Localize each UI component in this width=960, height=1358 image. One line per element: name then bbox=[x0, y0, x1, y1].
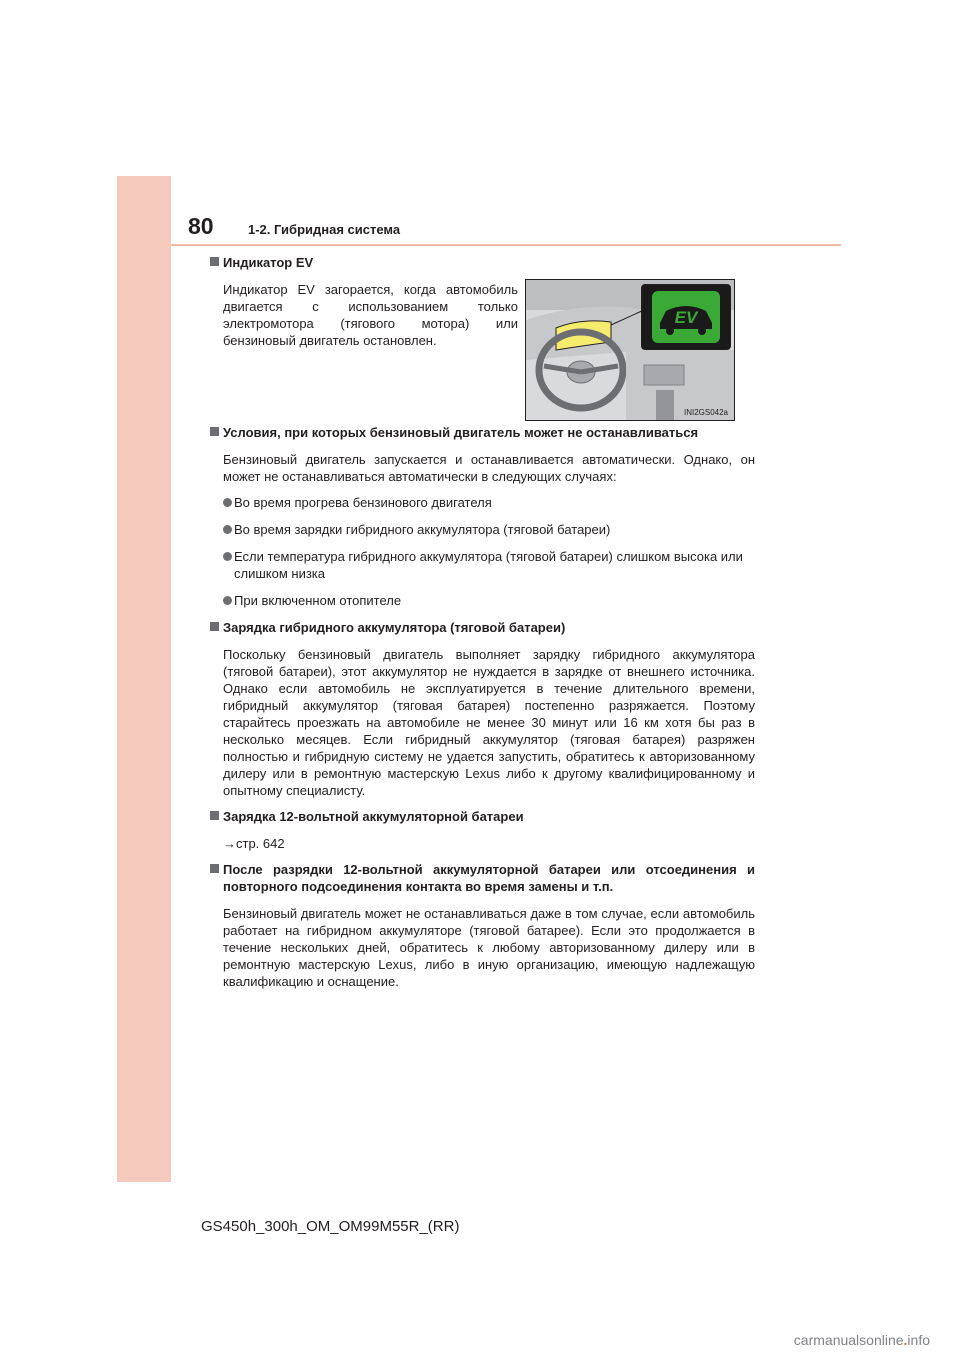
section-square-icon bbox=[210, 622, 219, 631]
list-item bbox=[210, 592, 755, 609]
section-square-icon bbox=[210, 864, 219, 873]
ev-indicator-heading-text: Индикатор EV bbox=[223, 255, 314, 270]
list-item bbox=[210, 548, 755, 582]
list-item-text: Во время прогрева бензинового двигателя bbox=[234, 495, 492, 510]
after-discharge-text: Бензиновый двигатель может не останавливаться даже в том случае, если автомобиль работает на гибридном аккумуляторе (тяговой батарее). Если это продолжается в течение нескольких дней, обратитесь к любому авторизованному дилеру или в ремонтную мастерскую Lexus, либо в иную организацию, имеющую надлежащую квалификацию и оснащение. bbox=[223, 906, 755, 989]
after-discharge-heading bbox=[210, 861, 755, 895]
watermark-dot: . bbox=[903, 1332, 908, 1348]
after-discharge-heading-text: После разрядки 12-вольтной аккумуляторной батареи или отсоединения и повторного подсоединения контакта во время замены и т.п. bbox=[223, 862, 755, 894]
figure-code: INI2GS042a bbox=[683, 408, 728, 417]
section-title: 1-2. Гибридная система bbox=[248, 222, 401, 237]
footer-doc-code: GS450h_300h_OM_OM99M55R_(RR) bbox=[201, 1218, 460, 1235]
header-rule bbox=[171, 244, 841, 246]
list-item bbox=[210, 521, 755, 538]
list-item-text: Во время зарядки гибридного аккумулятора (тяговой батареи) bbox=[234, 522, 611, 537]
conditions-heading bbox=[210, 424, 755, 441]
bullet-dot-icon bbox=[223, 552, 232, 561]
section-square-icon bbox=[210, 427, 219, 436]
list-item-text: Если температура гибридного аккумулятора (тяговой батареи) слишком высока или слишком низка bbox=[234, 549, 743, 581]
conditions-text: Бензиновый двигатель запускается и останавливается автоматически. Однако, он может не останавливаться автоматически в следующих случаях: bbox=[223, 452, 755, 484]
watermark[interactable] bbox=[794, 1332, 930, 1348]
battery12v-heading bbox=[210, 808, 755, 825]
ev-badge-text: EV bbox=[674, 308, 698, 327]
watermark-suffix: info bbox=[907, 1332, 930, 1348]
bullet-dot-icon bbox=[223, 498, 232, 507]
page-content bbox=[210, 254, 755, 999]
conditions-heading-text: Условия, при которых бензиновый двигатель может не останавливаться bbox=[223, 425, 699, 440]
page-number: 80 bbox=[188, 213, 214, 239]
watermark-prefix: carmanualsonline bbox=[793, 1332, 904, 1348]
bullet-dot-icon bbox=[223, 525, 232, 534]
section-square-icon bbox=[210, 257, 219, 266]
bullet-dot-icon bbox=[223, 596, 232, 605]
hybrid-charging-heading-text: Зарядка гибридного аккумулятора (тяговой батареи) bbox=[223, 620, 566, 635]
page-side-band bbox=[117, 176, 171, 1182]
ev-indicator-text: Индикатор EV загорается, когда автомобиль двигается с использованием только электромотора (тягового мотора) или бензиновый двигатель остановлен. bbox=[223, 282, 518, 348]
battery12v-heading-text: Зарядка 12-вольтной аккумуляторной батареи bbox=[223, 809, 524, 824]
ev-indicator-heading bbox=[210, 254, 755, 271]
ev-indicator-section bbox=[210, 254, 755, 424]
list-item bbox=[210, 494, 755, 511]
hybrid-charging-text: Поскольку бензиновый двигатель выполняет зарядку гибридного аккумулятора (тяговой батареи), этот аккумулятор не нуждается в зарядке от внешнего источника. Однако если автомобиль не эксплуатируется в течение длительного времени, гибридный аккумулятор (тяговая батарея) постепенно разряжается. Поэтому старайтесь проезжать на автомобиле не менее 30 минут или 16 км хотя бы раз в несколько месяцев. Если гибридный аккумулятор (тяговая батарея) разряжен полностью и гибридную систему не удается запустить, обратитесь к авторизованному дилеру или в ремонтную мастерскую Lexus либо к другому квалифицированному и опытному специалисту. bbox=[223, 647, 755, 798]
section-square-icon bbox=[210, 811, 219, 820]
battery12v-page-ref: →стр. 642 bbox=[223, 836, 285, 851]
list-item-text: При включенном отопителе bbox=[234, 593, 402, 608]
hybrid-charging-heading bbox=[210, 619, 755, 636]
